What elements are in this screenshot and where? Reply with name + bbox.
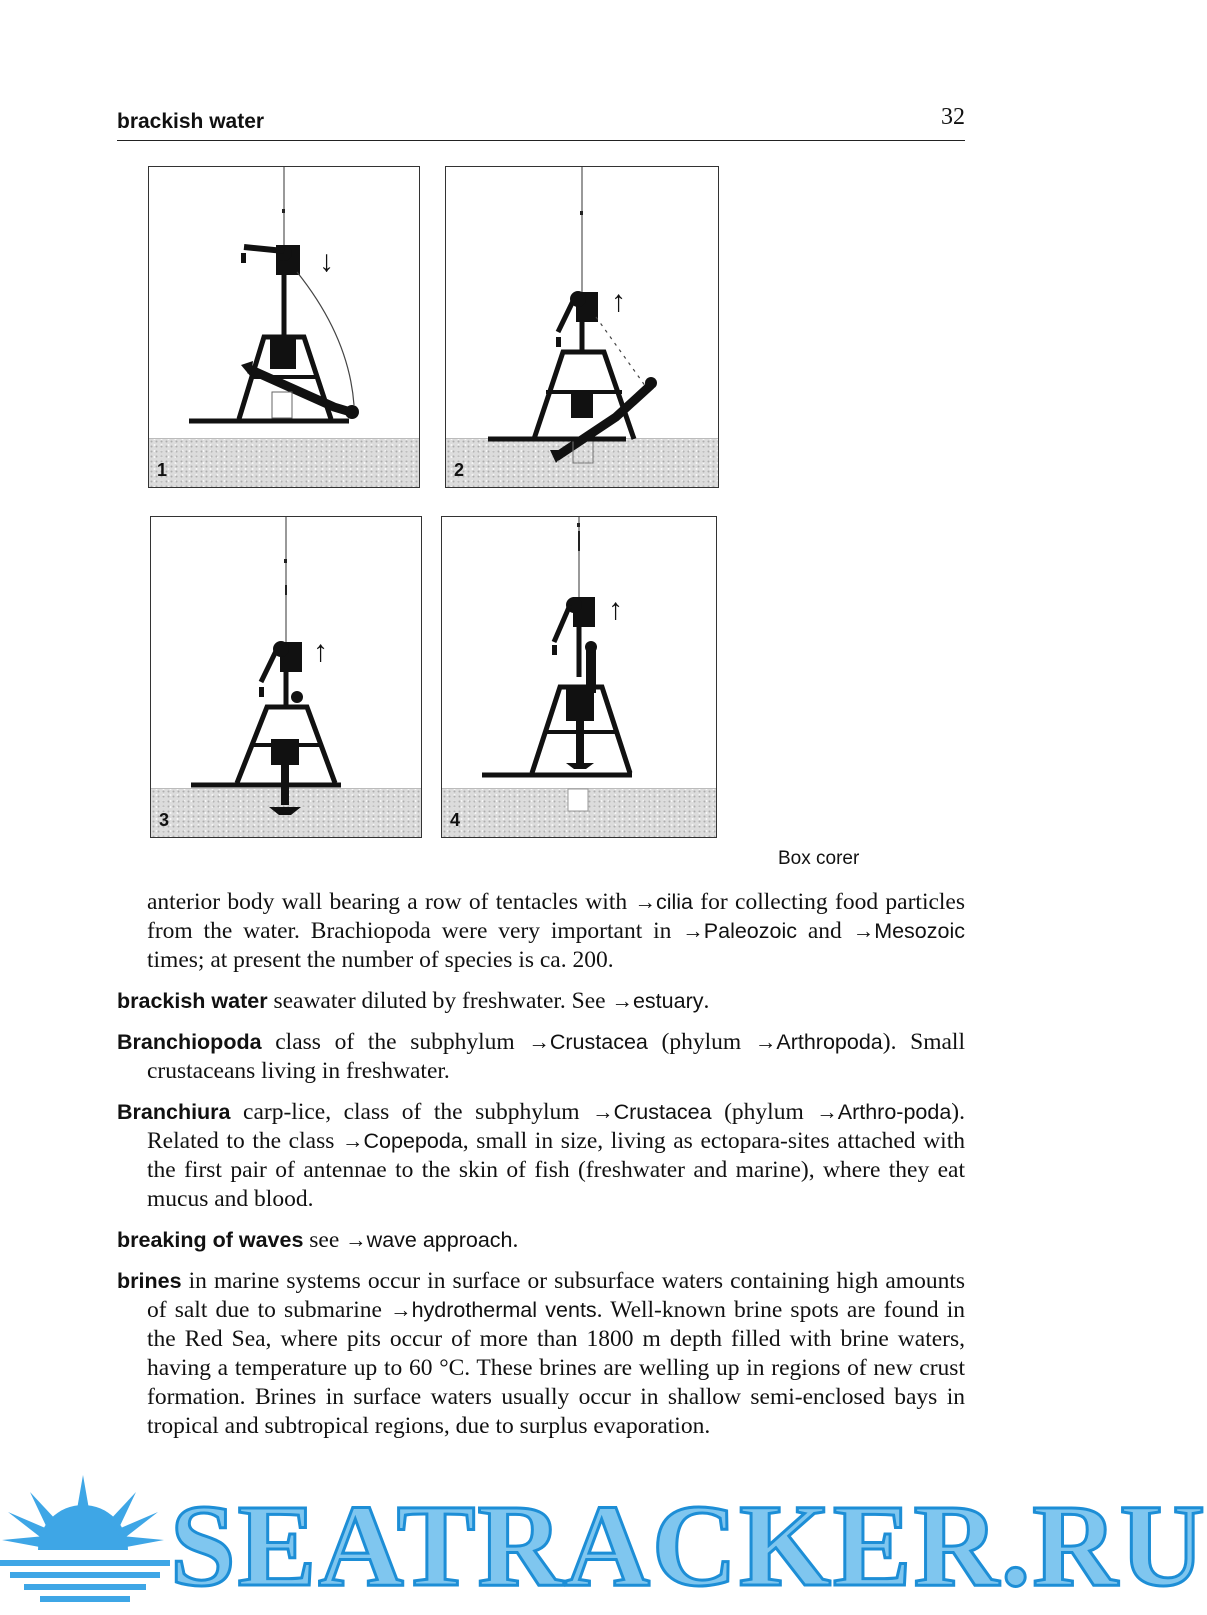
hoisting-arrow: ↑ [313, 635, 328, 668]
panel-label: 2 [454, 460, 465, 480]
running-header [117, 104, 965, 141]
entry-text: ). Related to the class [147, 1099, 965, 1154]
entry-branchiopoda [117, 1028, 965, 1086]
entry-text: times; at present the number of species is ca. 200. [147, 947, 614, 973]
box-corer-drawing [446, 167, 718, 487]
entry-headword: brines [117, 1269, 182, 1293]
panel-label: 1 [157, 460, 168, 480]
cross-reference[interactable]: →Arthro-poda [816, 1100, 952, 1124]
entry-text: ). Small crustaceans living in freshwater. [147, 1029, 965, 1084]
cross-reference[interactable]: →Mesozoic [852, 919, 965, 943]
panel-label: 4 [450, 810, 461, 830]
panel-label: 3 [159, 810, 170, 830]
entry-headword: breaking of waves [117, 1228, 304, 1252]
cross-reference[interactable]: →Crustacea [528, 1030, 648, 1054]
figure-caption: Box corer [778, 848, 860, 869]
entry-branchiura [117, 1098, 965, 1214]
entry-text: . [703, 988, 710, 1014]
cross-reference[interactable]: →Paleozoic [682, 919, 797, 943]
dictionary-entries [117, 888, 965, 1453]
entry-text: carp-lice, class of the subphylum [230, 1099, 593, 1125]
page-number: 32 [941, 104, 965, 130]
entry-headword: Branchiopoda [117, 1030, 262, 1054]
entry-brackish-water [117, 987, 965, 1016]
box-corer-drawing [151, 517, 421, 837]
entry-breaking-of-waves [117, 1226, 965, 1255]
cross-reference[interactable]: →Arthropoda [754, 1030, 883, 1054]
entry-text: , small in size, living as ectopara-sites attached with the first pair of antennae to the skin of fish (freshwater and marine), where they eat mucus and blood. [147, 1128, 965, 1212]
entry-text: for collecting food particles from the water. Brachiopoda were very important in [147, 889, 966, 944]
hoisting-arrow: ↑ [611, 285, 626, 318]
figure-panel-2 [445, 166, 719, 488]
figure-panel-3 [150, 516, 422, 838]
cross-reference[interactable]: →estuary [611, 989, 704, 1013]
entry-text: seawater diluted by freshwater. See [267, 988, 612, 1014]
entry-continuation [117, 888, 965, 975]
box-corer-drawing [442, 517, 716, 837]
watermark-text: SEATRACKER.RU [170, 1480, 1207, 1611]
cross-reference[interactable]: →hydrothermal vents [390, 1298, 597, 1322]
entry-text: (phylum [647, 1029, 755, 1055]
entry-text: anterior body wall bearing a row of tentacles with [147, 889, 635, 915]
entry-headword: brackish water [117, 989, 268, 1013]
sun-logo-icon [0, 1470, 170, 1610]
entry-text: . [512, 1227, 519, 1253]
box-corer-drawing [149, 167, 419, 487]
entry-text: class of the subphylum [261, 1029, 529, 1055]
cross-reference[interactable]: →cilia [634, 890, 693, 914]
cross-reference[interactable]: →wave approach [345, 1228, 513, 1252]
hoisting-arrow: ↑ [608, 593, 623, 626]
entry-text: and [797, 918, 853, 944]
entry-text: (phylum [711, 1099, 817, 1125]
cross-reference[interactable]: →Crustacea [592, 1100, 712, 1124]
entry-text: in marine systems occur in surface or subsurface waters containing high amounts of salt due to submarine [147, 1268, 965, 1323]
entry-brines [117, 1267, 965, 1441]
figure-panel-1 [148, 166, 420, 488]
cross-reference[interactable]: →Copepoda [342, 1129, 463, 1153]
header-headword: brackish water [117, 110, 265, 133]
watermark [0, 1470, 1207, 1615]
entry-text: . Well-known brine spots are found in the Red Sea, where pits occur of more than 1800 m depth filled with brine waters, having a temperature up to 60 °C. These brines are welling up in regions of new crust formation. Brines in surface waters usually occur in shallow semi-enclosed bays in tropical and subtropical regions, due to surplus evaporation. [147, 1297, 965, 1439]
entry-headword: Branchiura [117, 1100, 231, 1124]
lowering-arrow: ↓ [319, 245, 334, 278]
entry-text: see [303, 1227, 346, 1253]
figure-panel-4 [441, 516, 717, 838]
